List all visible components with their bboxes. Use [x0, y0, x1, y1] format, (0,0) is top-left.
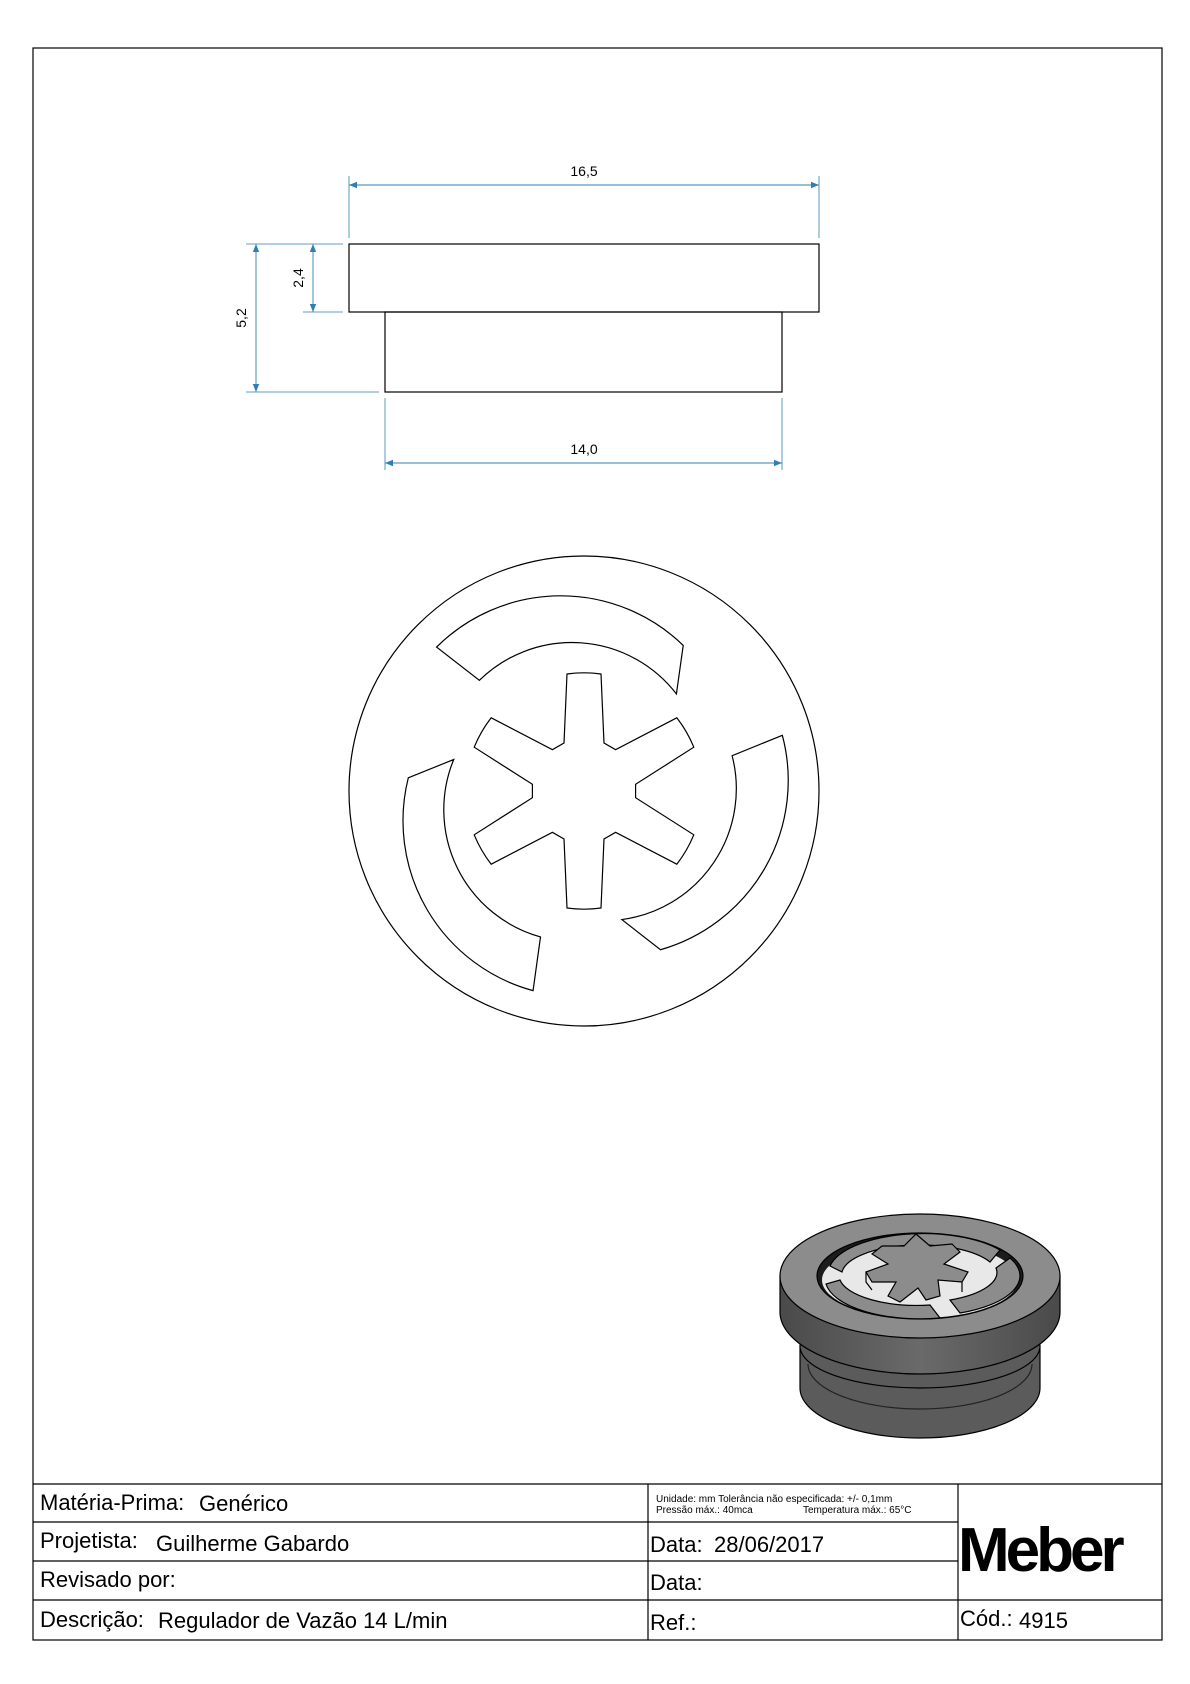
spec-line-2b: Temperatura máx.: 65°C — [803, 1505, 912, 1516]
cod-label: Cód.: — [960, 1606, 1013, 1631]
materia-prima-value: Genérico — [199, 1491, 289, 1516]
revisado-label: Revisado por: — [40, 1567, 176, 1592]
star-rotor — [474, 673, 694, 909]
descricao-value: Regulador de Vazão 14 L/min — [158, 1608, 448, 1633]
isometric-view — [780, 1214, 1060, 1438]
descricao-label: Descrição: — [40, 1607, 144, 1632]
side-view — [233, 163, 819, 470]
outer-circle — [349, 556, 819, 1026]
ring-segment — [433, 578, 688, 708]
ref-label: Ref.: — [650, 1610, 697, 1635]
dim-top-height: 2,4 — [290, 268, 306, 288]
extension-lines — [246, 176, 819, 470]
dim-top-width: 16,5 — [570, 163, 598, 179]
top-view — [348, 556, 844, 1028]
dim-bottom-width: 14,0 — [570, 441, 598, 457]
body-outline — [385, 312, 782, 392]
cod-value: 4915 — [1019, 1608, 1068, 1633]
data-label-1: Data: — [650, 1532, 703, 1557]
projetista-label: Projetista: — [40, 1528, 138, 1553]
spec-line-2a: Pressão máx.: 40mca — [656, 1505, 753, 1516]
dim-total-height: 5,2 — [233, 308, 249, 328]
flange-outline — [349, 244, 819, 312]
meber-logo: Meber — [958, 1516, 1121, 1585]
projetista-value: Guilherme Gabardo — [156, 1531, 350, 1556]
spec-line-1: Unidade: mm Tolerância não especificada: +/- 0,1mm — [656, 1494, 893, 1505]
materia-prima-label: Matéria-Prima: — [40, 1490, 185, 1515]
data-value-1: 28/06/2017 — [714, 1532, 825, 1557]
data-label-2: Data: — [650, 1570, 703, 1595]
